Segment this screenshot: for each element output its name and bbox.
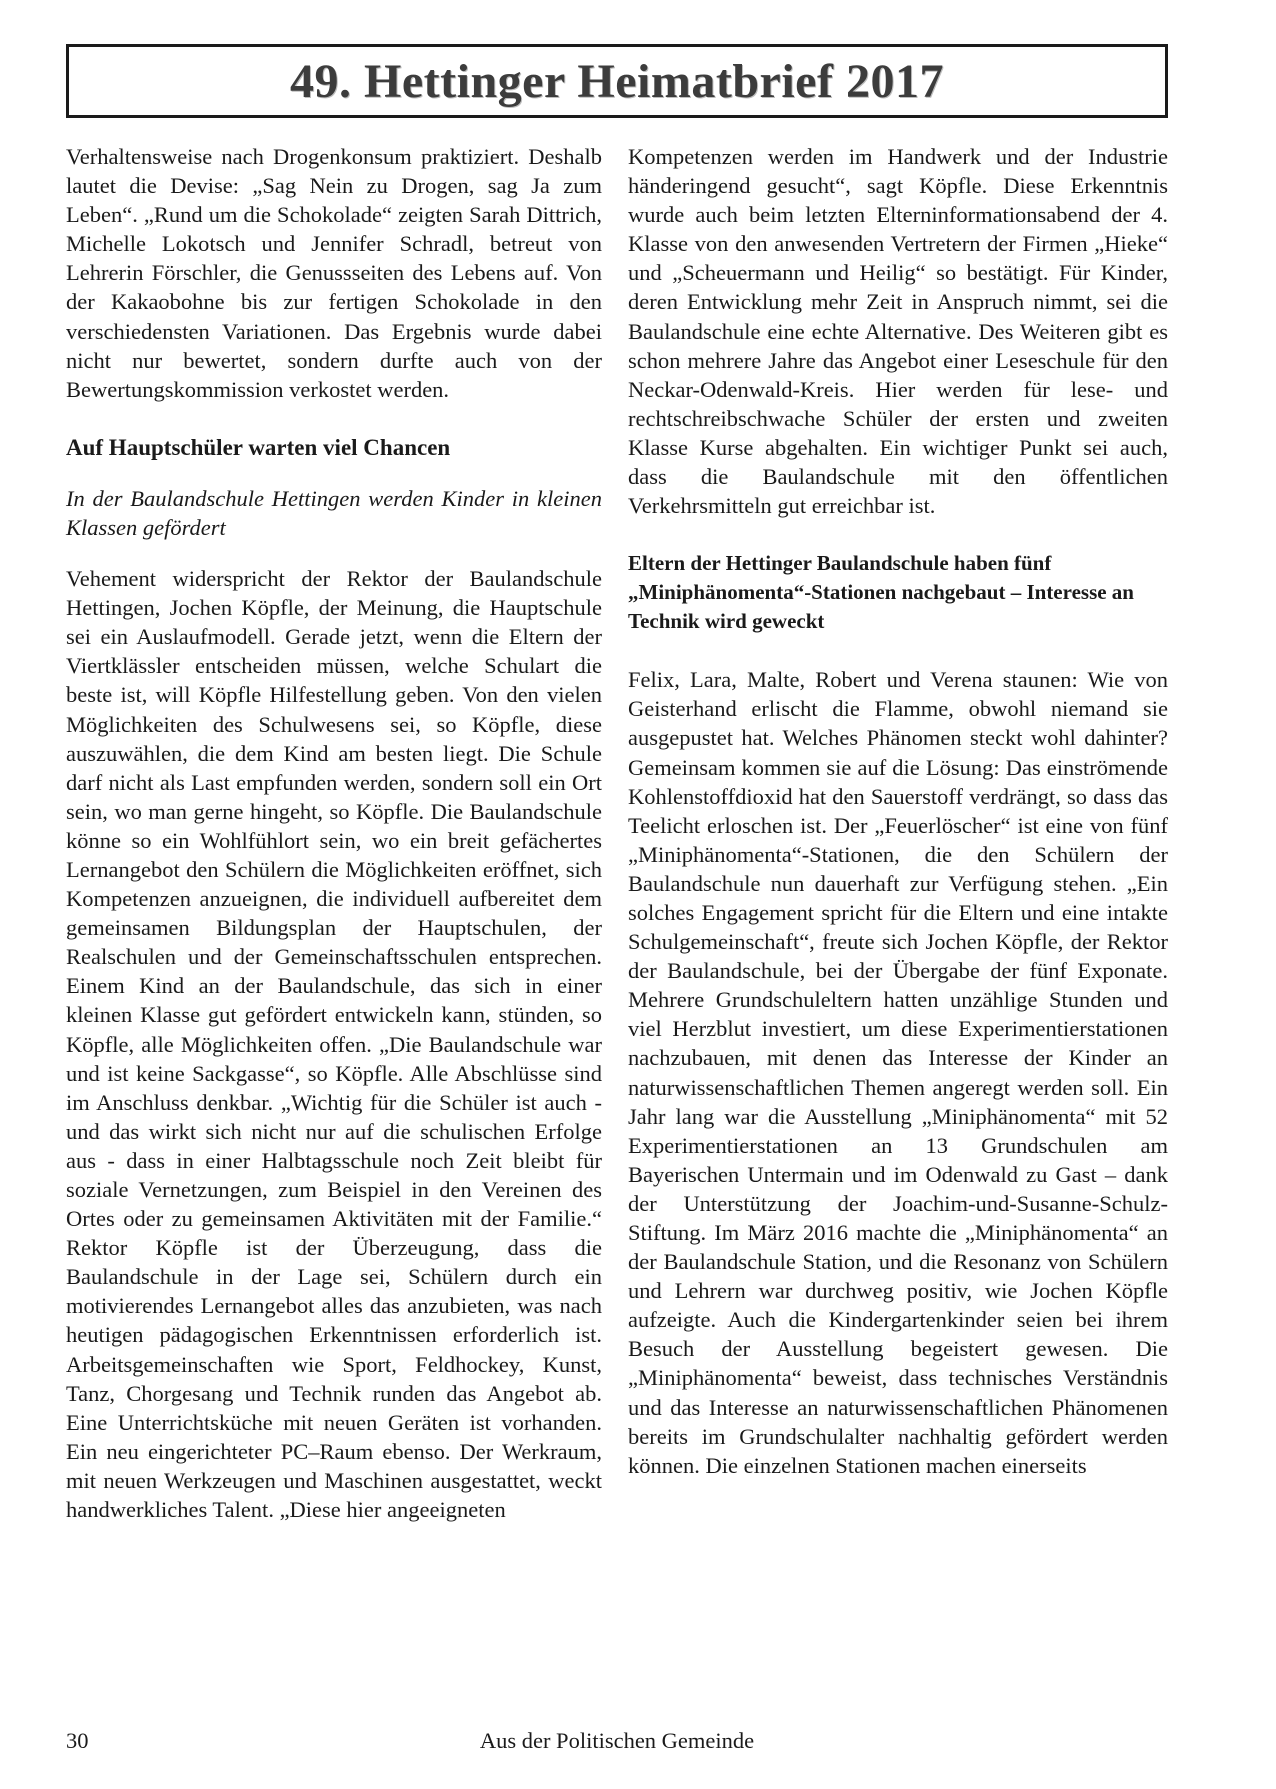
page-footer: [66, 1728, 1168, 1758]
article-body-paragraph: Vehement widerspricht der Rektor der Baulandschule Hettingen, Jochen Köpfle, der Meinung, die Hauptschule sei ein Auslaufmodell. Gerade jetzt, wenn die Eltern der Viertklässler entscheiden müssen, welche Schulart die beste ist, will Köpfle Hilfestellung geben. Von den vielen Möglichkeiten des Schulwesens sei, so Köpfle, diese auszuwählen, die dem Kind am besten liegt. Die Schule darf nicht als Last empfunden werden, sondern soll ein Ort sein, wo man gerne hingeht, so Köpfle. Die Baulandschule könne so ein Wohlfühlort sein, wo ein breit gefächertes Lernangebot den Schülern die Möglichkeiten eröffnet, sich Kompetenzen anzueignen, die individuell aufbereitet dem gemeinsamen Bildungsplan der Hauptschulen, der Realschulen und der Gemeinschaftsschulen entsprechen. Einem Kind an der Baulandschule, das sich in einer kleinen Klasse gut gefördert entwickeln kann, stünden, so Köpfle, alle Möglichkeiten offen. „Die Baulandschule war und ist keine Sackgasse“, so Köpfle. Alle Abschlüsse sind im Anschluss denkbar. „Wichtig für die Schüler ist auch - und das wirkt sich nicht nur auf die schulischen Erfolge aus - dass in einer Halbtagsschule noch Zeit bleibt für soziale Vernetzungen, zum Beispiel in den Vereinen des Ortes oder zu gemeinsamen Aktivitäten mit der Familie.“ Rektor Köpfle ist der Überzeugung, dass die Baulandschule in der Lage sei, Schülern durch ein motivierendes Lernangebot alles das anzubieten, was nach heutigen pädagogischen Erkenntnissen erforderlich ist. Arbeitsgemeinschaften wie Sport, Feldhockey, Kunst, Tanz, Chorgesang und Technik runden das Angebot ab. Eine Unterrichtsküche mit neuen Geräten ist vorhanden. Ein neu eingerichteter PC–Raum ebenso. Der Werkraum, mit neuen Werkzeugen und Maschinen ausgestattet, weckt handwerkliches Talent. „Diese hier angeeigneten: [66, 566, 602, 1523]
continued-paragraph: Kompetenzen werden im Handwerk und der Industrie händeringend gesucht“, sagt Köpfle. Diese Erkenntnis wurde auch beim letzten Elterninformationsabend der 4. Klasse von den anwesenden Vertretern der Firmen „Hieke“ und „Scheuermann und Heilig“ so bestätigt. Für Kinder, deren Entwicklung mehr Zeit in Anspruch nimmt, sei die Baulandschule eine echte Alternative. Des Weiteren gibt es schon mehrere Jahre das Angebot einer Leseschule für den Neckar-Odenwald-Kreis. Hier werden für lese- und rechtschreibschwache Schüler der ersten und zweiten Klasse Kurse abgehalten. Ein wichtiger Punkt sei auch, dass die Baulandschule mit den öffentlichen Verkehrsmitteln gut erreichbar ist.: [628, 144, 1168, 519]
article-heading: Auf Hauptschüler warten viel Chancen: [66, 434, 451, 460]
article-subheading: In der Baulandschule Hettingen werden Kinder in kleinen Klassen gefördert: [66, 485, 602, 540]
section-heading: Eltern der Hettinger Baulandschule haben fünf „Miniphänomenta“-Stationen nachgebaut – Interesse an Technik wird geweckt: [628, 551, 1134, 634]
left-column: [66, 142, 602, 1524]
masthead-box: [66, 44, 1168, 118]
page-number: 30: [66, 1728, 89, 1753]
intro-paragraph: Verhaltensweise nach Drogenkonsum praktiziert. Deshalb lautet die Devise: „Sag Nein zu Drogen, sag Ja zum Leben“. „Rund um die Schokolade“ zeigten Sarah Dittrich, Michelle Lokotsch und Jennifer Schradl, betreut von Lehrerin Förschler, die Genussseiten des Lebens auf. Von der Kakaobohne bis zur fertigen Schokolade in den verschiedensten Variationen. Das Ergebnis wurde dabei nicht nur bewertet, sondern durfte auch von der Bewertungskommission verkostet werden.: [66, 144, 602, 402]
right-column: [628, 142, 1168, 1480]
section-label: Aus der Politischen Gemeinde: [479, 1728, 755, 1753]
section-body-paragraph: Felix, Lara, Malte, Robert und Verena staunen: Wie von Geisterhand erlischt die Flamme, obwohl niemand sie ausgepustet hat. Welches Phänomen steckt wohl dahinter? Gemeinsam kommen sie auf die Lösung: Das einströmende Kohlenstoffdioxid hat den Sauerstoff verdrängt, so dass das Teelicht erloschen ist. Der „Feuerlöscher“ ist eine von fünf „Miniphänomenta“-Stationen, die den Schülern der Baulandschule nun dauerhaft zur Verfügung stehen. „Ein solches Engagement spricht für die Eltern und eine intakte Schulgemeinschaft“, freute sich Jochen Köpfle, der Rektor der Baulandschule, bei der Übergabe der fünf Exponate. Mehrere Grundschuleltern hatten unzählige Stunden und viel Herzblut investiert, um diese Experimentierstationen nachzubauen, mit denen das Interesse der Kinder an naturwissenschaftlichen Themen angeregt werden soll. Ein Jahr lang war die Ausstellung „Miniphänomenta“ mit 52 Experimentierstationen an 13 Grundschulen am Bayerischen Untermain und im Odenwald zu Gast – dank der Unterstützung der Joachim-und-Susanne-Schulz-Stiftung. Im März 2016 machte die „Miniphänomenta“ an der Baulandschule Station, und die Resonanz von Schülern und Lehrern war durchweg positiv, wie Jochen Köpfle aufzeigte. Auch die Kindergartenkinder seien bei ihrem Besuch der Ausstellung begeistert gewesen. Die „Miniphänomenta“ beweist, dass technisches Verständnis und das Interesse an naturwissenschaftlichen Phänomenen bereits im Grundschulalter nachhaltig gefördert werden können. Die einzelnen Stationen machen einerseits: [628, 667, 1168, 1478]
page-title: 49. Hettinger Heimatbrief 2017: [290, 54, 944, 108]
